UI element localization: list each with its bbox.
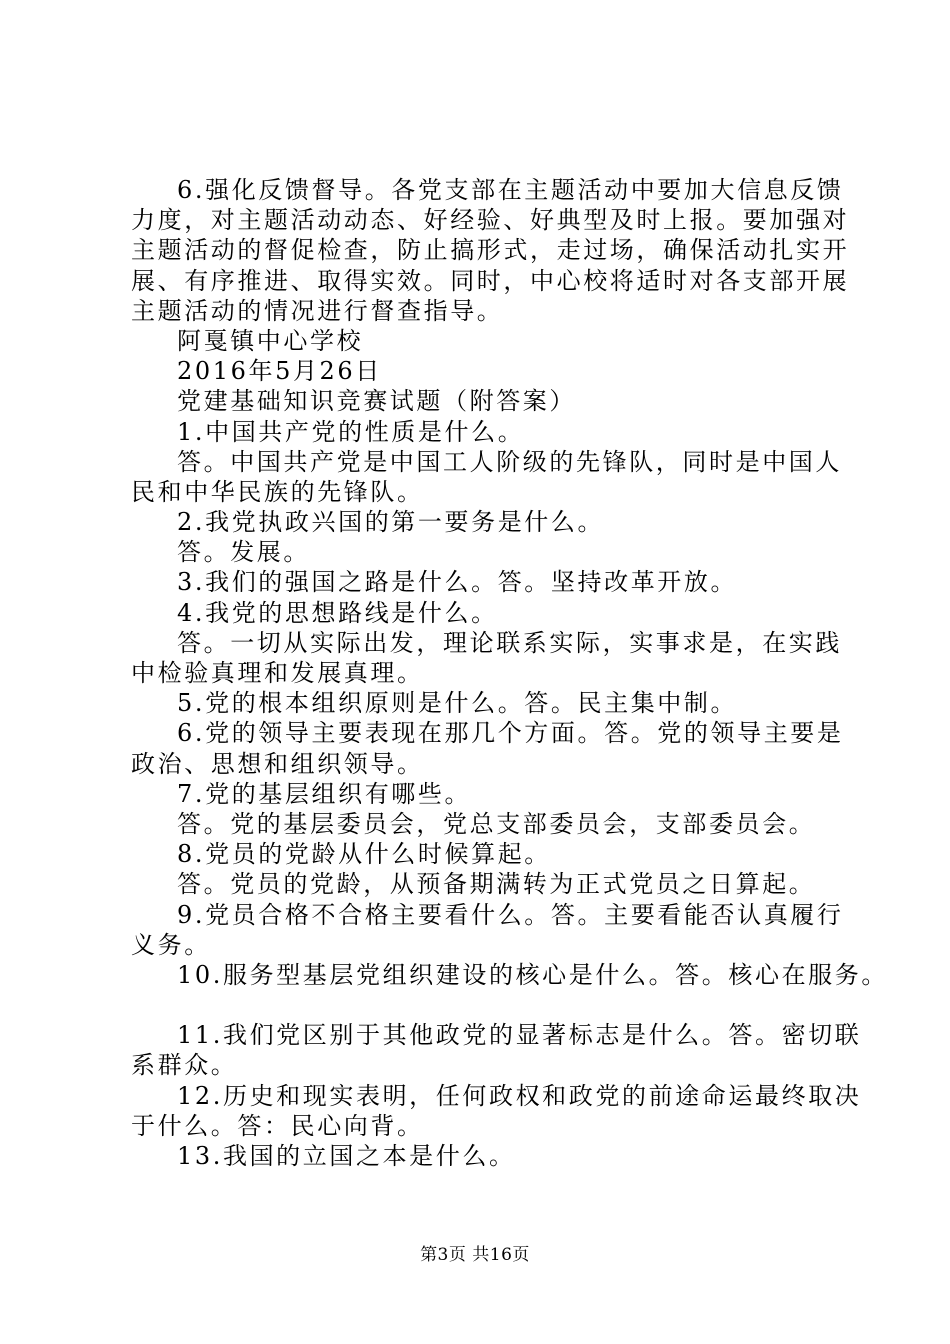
text-line: 1.中国共产党的性质是什么。: [177, 417, 525, 446]
text-line: 3.我们的强国之路是什么。答。坚持改革开放。: [177, 568, 738, 597]
text-line: 7.党的基层组织有哪些。: [177, 779, 472, 808]
text-line: 主题活动的督促检查，防止搞形式，走过场，确保活动扎实开: [131, 236, 850, 265]
text-line: 4.我党的思想路线是什么。: [177, 598, 498, 627]
text-line: 力度，对主题活动动态、好经验、好典型及时上报。要加强对: [131, 206, 850, 235]
text-line: 展、有序推进、取得实效。同时，中心校将适时对各支部开展: [131, 266, 850, 295]
text-line: 民和中华民族的先锋队。: [131, 477, 424, 506]
text-line: 5.党的根本组织原则是什么。答。民主集中制。: [177, 689, 738, 718]
text-line: 2.我党执政兴国的第一要务是什么。: [177, 508, 605, 537]
page-footer: 第3页 共16页: [420, 1245, 530, 1265]
text-line: 中检验真理和发展真理。: [131, 659, 424, 687]
text-line: 6.党的领导主要表现在那几个方面。答。党的领导主要是: [177, 719, 844, 748]
blank-line: [131, 990, 831, 1020]
text-line: 答。发展。: [177, 538, 310, 567]
text-line: 9.党员合格不合格主要看什么。答。主要看能否认真履行: [177, 900, 844, 929]
text-line: 义务。: [131, 930, 211, 959]
text-line: 答。中国共产党是中国工人阶级的先锋队，同时是中国人: [177, 447, 842, 476]
text-line: 党建基础知识竞赛试题（附答案）: [177, 387, 576, 416]
text-line: 2016年5月26日: [177, 357, 382, 386]
text-line: 10.服务型基层党组织建设的核心是什么。答。核心在服务。: [177, 960, 888, 989]
text-line: 答。一切从实际出发，理论联系实际，实事求是，在实践: [177, 628, 842, 657]
text-line: 于什么。答：民心向背。: [131, 1111, 424, 1140]
text-line: 系群众。: [131, 1051, 238, 1080]
text-line: 6.强化反馈督导。各党支部在主题活动中要加大信息反馈: [177, 176, 844, 204]
text-line: 11.我们党区别于其他政党的显著标志是什么。答。密切联: [177, 1021, 862, 1050]
text-line: 答。党员的党龄，从预备期满转为正式党员之日算起。: [177, 870, 816, 899]
text-line: 8.党员的党龄从什么时候算起。: [177, 840, 551, 869]
document-body: [131, 175, 888, 1171]
text-line: 政治、思想和组织领导。: [131, 749, 424, 778]
text-line: 答。党的基层委员会，党总支部委员会，支部委员会。: [177, 809, 816, 838]
text-line: 12.历史和现实表明，任何政权和政党的前途命运最终取决: [177, 1081, 862, 1110]
text-line: 主题活动的情况进行督查指导。: [131, 296, 504, 325]
text-line: 阿戛镇中心学校: [177, 326, 364, 355]
text-line: 13.我国的立国之本是什么。: [177, 1142, 516, 1170]
